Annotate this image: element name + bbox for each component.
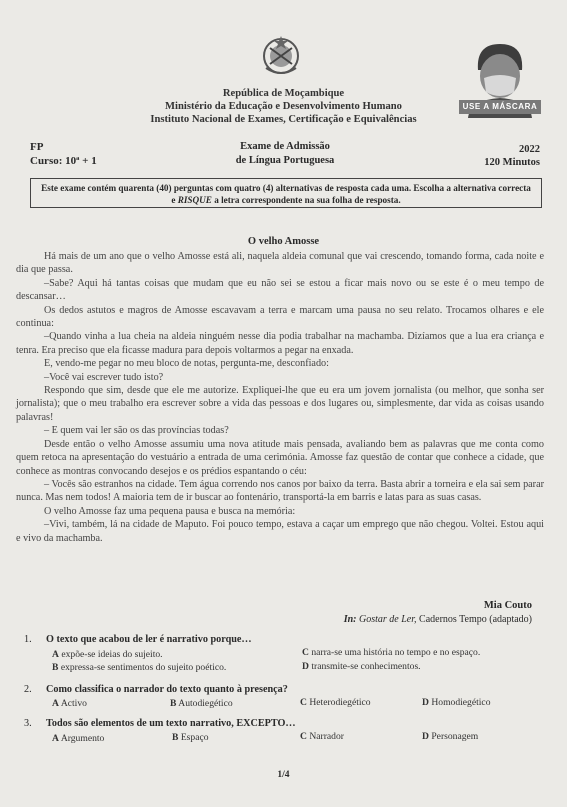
story-paragraph: – E quem vai ler são os das províncias todas? (44, 425, 229, 437)
option-b[interactable]: B expressa-se sentimentos do sujeito poético. (52, 662, 227, 673)
source-rest: Cadernos Tempo (adaptado) (419, 614, 532, 625)
question-number: 1. (24, 634, 32, 645)
coat-of-arms-icon (260, 34, 302, 78)
source-in: In: (343, 614, 357, 625)
option-a[interactable]: A expõe-se ideias do sujeito. (52, 649, 163, 660)
option-c[interactable]: C Narrador (300, 731, 344, 742)
course-info (30, 140, 97, 168)
story-text (16, 250, 544, 545)
mask-label: USE A MÁSCARA (459, 100, 541, 114)
story-paragraph: Respondo que sim, desde que ele me autorize. Expliquei-lhe que eu era um jovem jornalista (ou melhor, que sonha ser jornalista); que o meu trabalho era escrever sobre a vida das pessoas e dos lugares ou, simplesmente, dar vida as coisas usando palavras! (16, 385, 544, 423)
question-text: Todos são elementos de um texto narrativo, EXCEPTO… (46, 718, 296, 729)
instructions-text-1: Este exame contém quarenta (40) perguntas com quatro (4) alternativas de resposta cada uma. Escolha a alternativa correcta e (41, 183, 531, 205)
instructions-emphasis: RISQUE (177, 195, 212, 205)
ministry-heading: Ministério da Educação e Desenvolvimento Humano (165, 101, 402, 112)
exam-code: FP (30, 141, 44, 153)
story-title: O velho Amosse (247, 236, 320, 247)
option-d[interactable]: D Homodiegético (422, 697, 491, 708)
instructions-box (30, 178, 542, 208)
instructions-text-2: a letra correspondente na sua folha de resposta. (211, 195, 401, 205)
option-c[interactable]: C narra-se uma história no tempo e no espaço. (302, 647, 481, 658)
story-paragraph: O velho Amosse faz uma pequena pausa e busca na memória: (44, 505, 296, 517)
source-title: Gostar de Ler, (356, 614, 420, 625)
story-paragraph: –Você vai escrever tudo isto? (44, 371, 164, 383)
exam-title (180, 140, 390, 168)
course-label: Curso: 10ª + 1 (30, 155, 97, 167)
story-paragraph: Há mais de um ano que o velho Amosse está ali, naquela aldeia comunal que vai crescendo, tomando forma, cada noite e dia que passa. (16, 251, 544, 276)
page-number: 1/4 (277, 770, 290, 780)
story-paragraph: Os dedos astutos e magros de Amosse escavavam a terra e marcam uma pausa no seu relato. Trocamos olhares e ele continua: (16, 304, 544, 330)
exam-timing (440, 143, 540, 169)
question-text: O texto que acabou de ler é narrativo porque… (46, 634, 252, 645)
institute-heading: Instituto Nacional de Exames, Certificação e Equivalências (150, 114, 417, 125)
option-c[interactable]: C Heterodiegético (300, 697, 371, 708)
story-paragraph: Desde então o velho Amosse assumiu uma nova atitude mais pensada, avaliando bem as palavras que me conta como quem retoca na apresentação do vestuário a entrada de uma cerimónia. Amosse faz questão de contar que conhece a cidade, que conhece as montras convocando desejos e os prédios espantando o céu: (16, 438, 544, 477)
option-b[interactable]: B Autodiegético (170, 698, 233, 709)
exam-year: 2022 (519, 144, 540, 155)
story-source (240, 614, 532, 625)
exam-title-line2: de Língua Portuguesa (235, 155, 335, 166)
option-a[interactable]: A Argumento (52, 733, 105, 744)
story-paragraph: –Vivi, também, lá na cidade de Maputo. Foi pouco tempo, estava a caçar um emprego que não chegou. Voltei. Estou aqui e vivo da machamba. (16, 519, 544, 544)
option-d[interactable]: D Personagem (422, 731, 479, 742)
story-paragraph: –Sabe? Aqui há tantas coisas que mudam que eu não sei se estou a ficar mais novo ou se este é o meu tempo de descansar… (16, 277, 544, 303)
story-paragraph: –Quando vinha a lua cheia na aldeia ninguém nesse dia podia trabalhar na machamba. Dizíamos que a lua era criança e tenra. Era preciso que ela ficasse madura para depois voltarmos a pegar na enxada. (16, 331, 544, 356)
story-paragraph: E, vendo-me pegar no meu bloco de notas, pergunta-me, desconfiado: (44, 358, 329, 370)
option-d[interactable]: D transmite-se conhecimentos. (302, 661, 421, 672)
option-a[interactable]: A Activo (52, 698, 87, 709)
exam-title-line1: Exame de Admissão (240, 141, 330, 152)
question-number: 2. (24, 684, 32, 695)
question-text: Como classifica o narrador do texto quanto à presença? (46, 684, 288, 695)
story-author: Mia Couto (483, 600, 532, 611)
republic-heading: República de Moçambique (222, 88, 345, 99)
option-b[interactable]: B Espaço (172, 732, 209, 743)
question-number: 3. (24, 718, 32, 729)
story-paragraph: – Vocês são estranhos na cidade. Tem água correndo nos canos por baixo da terra. Basta abrir a torneira e ela sai sem parar nunca. Mas nem todos! A maioria tem de ir buscar ao fontenário, transportá-la em barris e latas para as suas casas. (16, 478, 544, 504)
exam-duration: 120 Minutos (484, 157, 540, 168)
